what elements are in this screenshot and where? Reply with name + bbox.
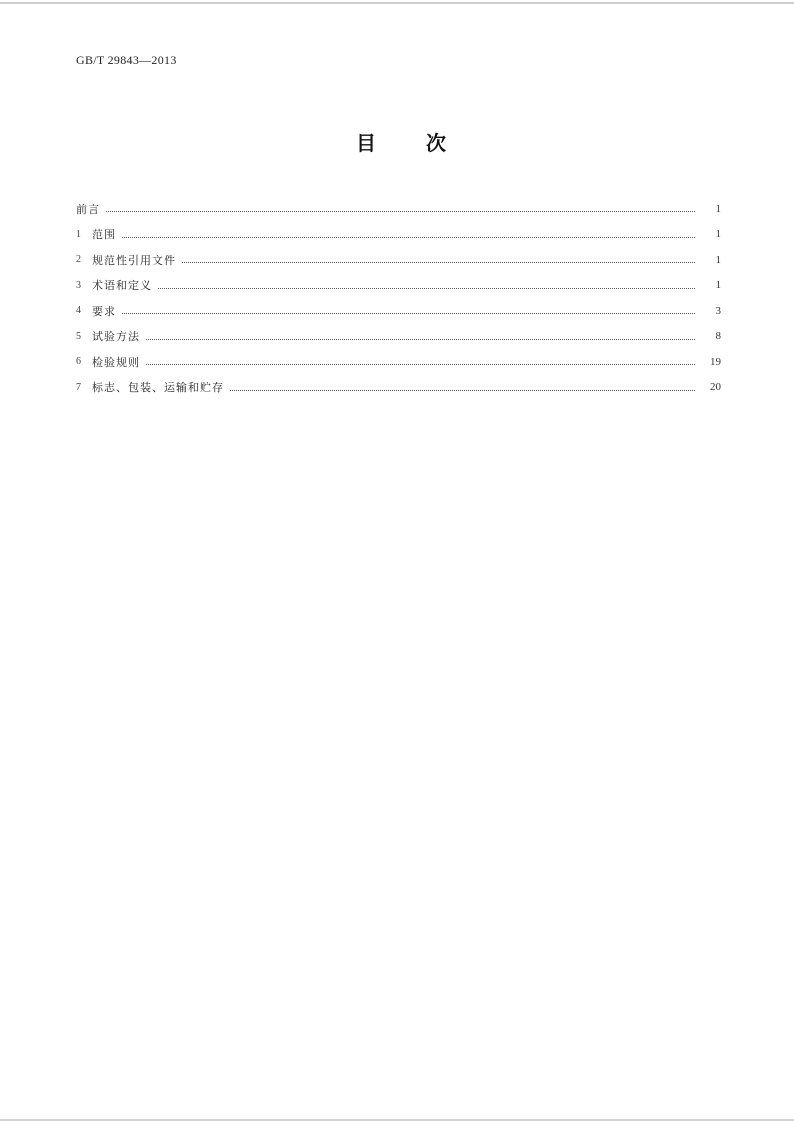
top-border [0,2,794,4]
toc-dot-leader [122,313,695,314]
toc-entry-title: 术语和定义 [92,279,152,293]
toc-entry-title: 试验方法 [92,330,140,344]
toc-entry-page: 1 [715,253,721,266]
toc-title-char-1: 目 [356,131,376,155]
toc-entry-requirements[interactable] [76,298,721,324]
toc-title-char-2: 次 [426,131,446,155]
toc-dot-leader [106,211,695,212]
toc-entry-terms-definitions[interactable] [76,273,721,299]
toc-entry-number: 3 [76,279,81,291]
toc-entry-page: 19 [710,355,721,368]
toc-entry-title: 范围 [92,228,116,242]
toc-entry-number: 6 [76,356,81,368]
toc-dot-leader [122,237,695,238]
toc-entry-title: 标志、包装、运输和贮存 [92,381,224,395]
toc-entry-foreword[interactable] [76,196,721,222]
toc-entry-number: 4 [76,305,81,317]
toc-entry-number: 5 [76,330,81,342]
toc-entry-page: 1 [715,202,721,215]
toc-title [356,127,446,156]
document-code: GB/T 29843—2013 [76,53,177,67]
toc-dot-leader [230,390,695,391]
toc-entry-title: 要求 [92,304,116,318]
toc-entry-title: 检验规则 [92,355,140,369]
toc-entry-number: 7 [76,381,81,393]
toc-dot-leader [182,262,695,263]
toc-entry-title: 规范性引用文件 [92,253,176,267]
table-of-contents [76,196,721,400]
toc-dot-leader [146,339,695,340]
toc-entry-test-methods[interactable] [76,324,721,350]
toc-entry-number: 1 [76,228,81,240]
toc-dot-leader [146,364,695,365]
toc-entry-page: 8 [715,330,721,343]
toc-entry-page: 3 [715,304,721,317]
toc-entry-scope[interactable] [76,222,721,248]
toc-entry-page: 20 [710,381,721,394]
toc-entry-number: 2 [76,254,81,266]
toc-dot-leader [158,288,695,289]
toc-entry-page: 1 [715,228,721,241]
toc-entry-marking-packaging[interactable] [76,375,721,401]
bottom-border [0,1119,794,1121]
toc-entry-page: 1 [715,279,721,292]
toc-entry-normative-references[interactable] [76,247,721,273]
toc-entry-inspection-rules[interactable] [76,349,721,375]
toc-entry-title: 前言 [76,202,100,216]
